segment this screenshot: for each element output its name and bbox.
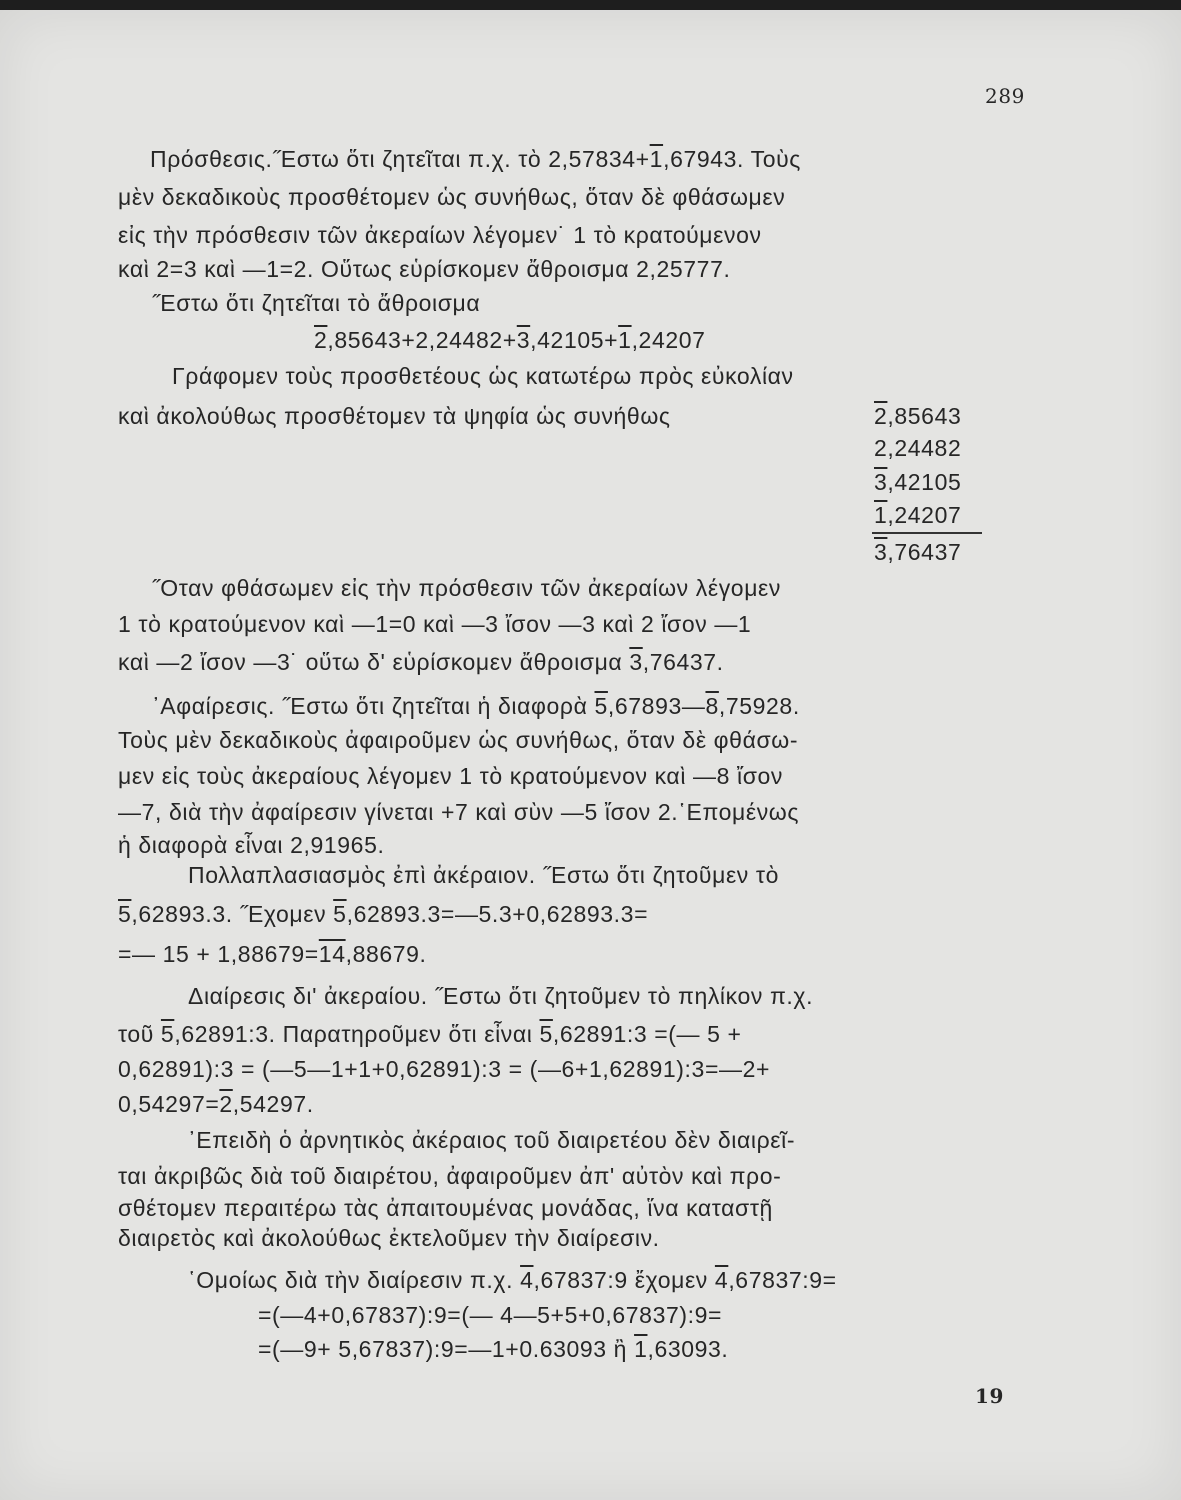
text-line: Πολλαπλασιασμὸς ἐπὶ ἀκέραιον. ˝Εστω ὅτι ζητοῦμεν τὸ bbox=[188, 862, 779, 888]
sum-expression: 2,85643+2,24482+3,42105+1,24207 bbox=[314, 327, 706, 353]
text-line: καὶ 2=3 καὶ —1=2. Οὕτως εὑρίσκομεν ἄθροισμα 2,25777. bbox=[118, 256, 731, 282]
column-row: 2,85643 bbox=[874, 403, 962, 429]
text-line: =(—9+ 5,67837):9=—1+0.63093 ἢ 1,63093. bbox=[258, 1336, 729, 1362]
text-line: ˝Οταν φθάσωμεν εἰς τὴν πρόσθεσιν τῶν ἀκεραίων λέγομεν bbox=[152, 575, 782, 601]
text-line: =(—4+0,67837):9=(— 4—5+5+0,67837):9= bbox=[258, 1302, 723, 1328]
page-number: 289 bbox=[985, 84, 1025, 108]
text-line: Τοὺς μὲν δεκαδικοὺς ἀφαιροῦμεν ὡς συνήθως, ὅταν δὲ φθάσω- bbox=[118, 727, 799, 753]
text-line: ἡ διαφορὰ εἶναι 2,91965. bbox=[118, 832, 385, 858]
text-line: Διαίρεσις δι' ἀκεραίου. ˝Εστω ὅτι ζητοῦμεν τὸ πηλίκον π.χ. bbox=[188, 983, 814, 1009]
text-line: εἰς τὴν πρόσθεσιν τῶν ἀκεραίων λέγομεν˙ 1 τὸ κρατούμενον bbox=[118, 222, 762, 248]
text-line: μὲν δεκαδικοὺς προσθέτομεν ὡς συνήθως, ὅταν δὲ φθάσωμεν bbox=[118, 184, 786, 210]
text-line: καὶ ἀκολούθως προσθέτομεν τὰ ψηφία ὡς συνήθως bbox=[118, 403, 671, 429]
book-page bbox=[0, 10, 1181, 1500]
column-row: 3,42105 bbox=[874, 469, 962, 495]
text-line: ᾿Αφαίρεσις. ˝Εστω ὅτι ζητεῖται ἡ διαφορὰ 5,67893—8,75928. bbox=[152, 693, 800, 719]
text-line: 0,62891):3 = (—5—1+1+0,62891):3 = (—6+1,62891):3=—2+ bbox=[118, 1056, 770, 1082]
text-line: ˝Εστω ὅτι ζητεῖται τὸ ἄθροισμα bbox=[152, 290, 481, 316]
text-line: μεν εἰς τοὺς ἀκεραίους λέγομεν 1 τὸ κρατούμενον καὶ —8 ἴσον bbox=[118, 763, 784, 789]
text-line: Γράφομεν τοὺς προσθετέους ὡς κατωτέρω πρὸς εὐκολίαν bbox=[172, 363, 794, 389]
column-total: 3,76437 bbox=[874, 539, 962, 565]
text-line: ται ἀκριβῶς διὰ τοῦ διαιρέτου, ἀφαιροῦμεν ἀπ' αὐτὸν καὶ προ- bbox=[118, 1163, 782, 1189]
text-line: καὶ —2 ἴσον —3˙ οὕτω δ' εὑρίσκομεν ἄθροισμα 3,76437. bbox=[118, 649, 724, 675]
sum-rule bbox=[872, 532, 982, 534]
text-line: ᾿Επειδὴ ὁ ἀρνητικὸς ἀκέραιος τοῦ διαιρετέου δὲν διαιρεῖ- bbox=[188, 1127, 796, 1153]
text-line: —7, διὰ τὴν ἀφαίρεσιν γίνεται +7 καὶ σὺν —5 ἴσον 2.῾Επομένως bbox=[118, 799, 800, 825]
text-line: σθέτομεν περαιτέρω τὰς ἀπαιτουμένας μονάδας, ἵνα καταστῇ bbox=[118, 1195, 773, 1221]
signature-number: 19 bbox=[975, 1384, 1005, 1408]
text-line: Πρόσθεσις.˝Εστω ὅτι ζητεῖται π.χ. τὸ 2,57834+1,67943. Τοὺς bbox=[150, 146, 801, 172]
text-line: 5,62893.3. ˝Εχομεν 5,62893.3=—5.3+0,62893.3= bbox=[118, 901, 649, 927]
text-line: =— 15 + 1,88679=14,88679. bbox=[118, 941, 427, 967]
text-line: τοῦ 5,62891:3. Παρατηροῦμεν ὅτι εἶναι 5,62891:3 =(— 5 + bbox=[118, 1021, 742, 1047]
text-line: διαιρετὸς καὶ ἀκολούθως ἐκτελοῦμεν τὴν διαίρεσιν. bbox=[118, 1225, 660, 1251]
text-line: 1 τὸ κρατούμενον καὶ —1=0 καὶ —3 ἴσον —3 καὶ 2 ἴσον —1 bbox=[118, 611, 752, 637]
column-row: 1,24207 bbox=[874, 502, 962, 528]
text-line: ῾Ομοίως διὰ τὴν διαίρεσιν π.χ. 4,67837:9 ἔχομεν 4,67837:9= bbox=[188, 1267, 837, 1293]
text-line: 0,54297=2,54297. bbox=[118, 1091, 314, 1117]
column-row: 2,24482 bbox=[874, 435, 962, 461]
